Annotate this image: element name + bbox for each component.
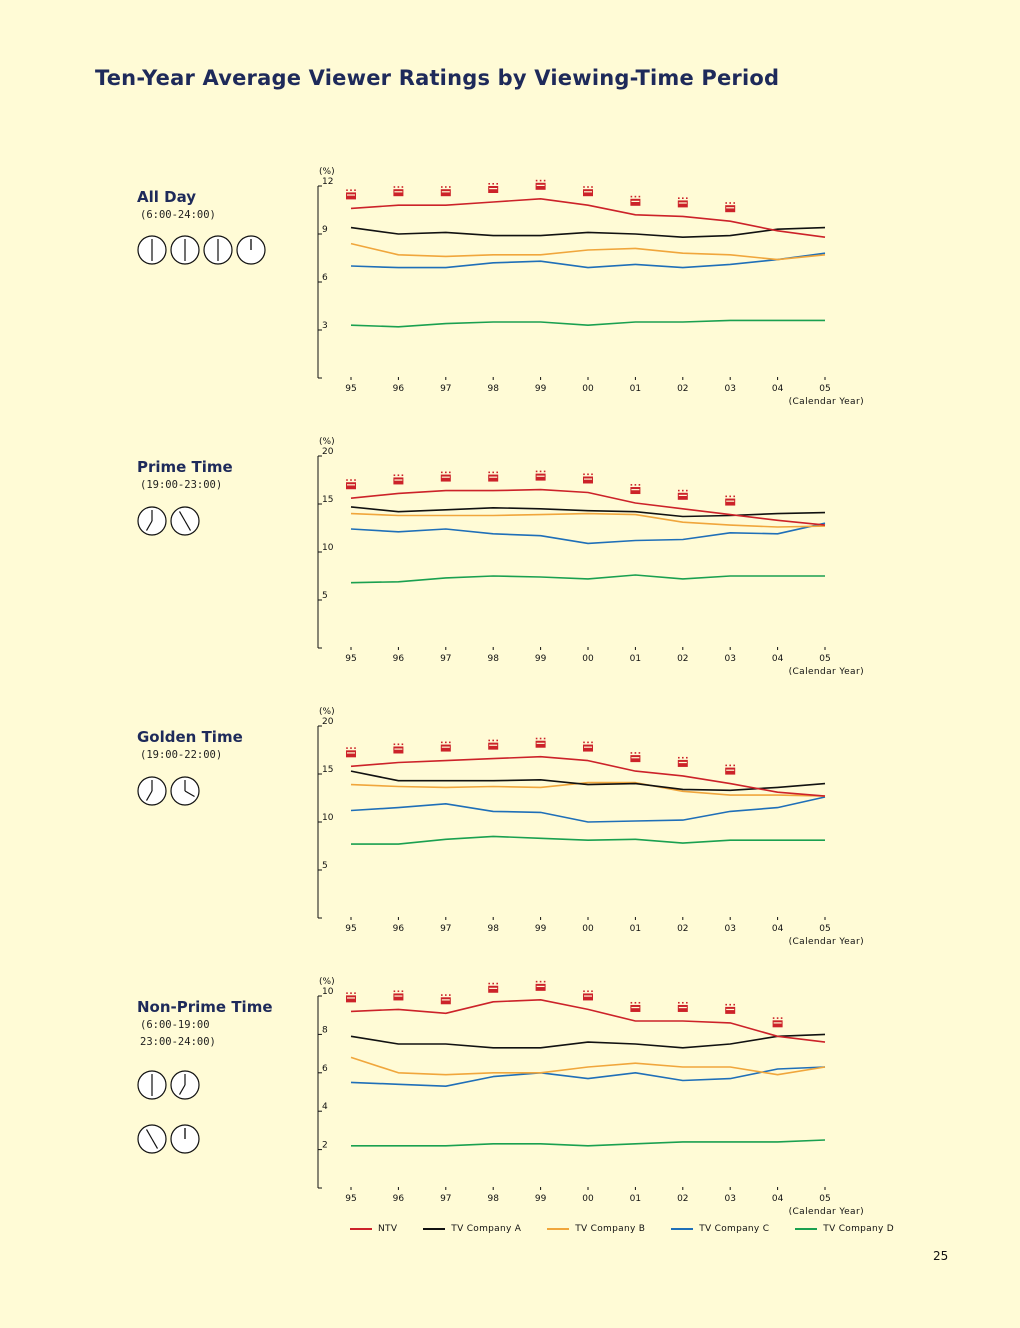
x-tick-label: 05 — [819, 654, 831, 664]
x-tick-label: 99 — [534, 1194, 547, 1204]
series-line-tv-company-b — [351, 514, 825, 527]
section-label-all-day: All Day — [137, 188, 197, 206]
crown-icon — [583, 990, 593, 1000]
y-tick-label: 10 — [322, 987, 334, 997]
series-line-tv-company-d — [351, 575, 825, 583]
crown-icon — [536, 981, 546, 991]
section-hours-prime-time: (19:00-23:00) — [140, 479, 223, 491]
x-axis-note: (Calendar Year) — [788, 397, 864, 407]
y-tick-label: 12 — [322, 177, 334, 187]
y-tick-label: 4 — [322, 1102, 328, 1113]
x-tick-label: 96 — [392, 384, 405, 394]
crown-icon — [393, 743, 403, 753]
x-tick-label: 01 — [629, 654, 642, 664]
series-line-ntv — [351, 199, 825, 237]
crown-icon — [630, 1002, 640, 1012]
x-tick-label: 02 — [677, 654, 689, 664]
y-tick-label: 5 — [322, 591, 328, 601]
chart-non-prime-time — [318, 977, 864, 1217]
x-tick-label: 01 — [629, 384, 642, 394]
legend-swatch-ntv — [350, 1228, 372, 1230]
x-tick-label: 97 — [440, 1194, 452, 1204]
crown-icon — [678, 197, 688, 207]
legend — [350, 1224, 894, 1234]
crown-icon — [488, 472, 498, 482]
section-label-non-prime-time: Non-Prime Time — [137, 998, 273, 1016]
legend-item-c — [671, 1224, 769, 1234]
x-tick-label: 02 — [677, 924, 689, 934]
crown-icon — [346, 479, 356, 489]
x-tick-label: 05 — [819, 384, 831, 394]
x-tick-label: 03 — [724, 1194, 736, 1204]
crown-icon — [583, 742, 593, 752]
x-tick-label: 95 — [345, 924, 357, 934]
legend-swatch-a — [423, 1228, 445, 1230]
y-tick-label: 6 — [322, 273, 328, 283]
series-line-ntv — [351, 757, 825, 796]
x-axis-note: (Calendar Year) — [788, 667, 864, 677]
y-unit-label: (%) — [319, 167, 335, 177]
y-unit-label: (%) — [319, 437, 335, 447]
x-tick-label: 04 — [771, 654, 784, 664]
x-tick-label: 95 — [345, 384, 357, 394]
series-line-tv-company-b — [351, 1057, 825, 1074]
x-tick-label: 01 — [629, 924, 642, 934]
x-tick-label: 97 — [440, 654, 452, 664]
y-unit-label: (%) — [319, 977, 335, 987]
legend-label-d: TV Company D — [823, 1224, 895, 1234]
x-tick-label: 97 — [440, 384, 452, 394]
page-number: 25 — [933, 1249, 949, 1263]
x-tick-label: 98 — [487, 1194, 499, 1204]
crown-icon — [441, 186, 451, 196]
y-tick-label: 5 — [322, 861, 328, 871]
series-line-tv-company-d — [351, 1140, 825, 1146]
y-tick-label: 6 — [322, 1063, 328, 1074]
crown-icon — [536, 471, 546, 481]
crown-icon — [346, 992, 356, 1002]
crown-icon — [678, 757, 688, 767]
legend-label-ntv: NTV — [378, 1224, 398, 1234]
section-hours-non-prime-time: (6:00-19:00 23:00-24:00) — [140, 1019, 216, 1048]
legend-label-b: TV Company B — [575, 1224, 646, 1234]
y-tick-label: 15 — [322, 765, 334, 775]
x-tick-label: 98 — [487, 924, 499, 934]
chart-all-day — [318, 167, 864, 407]
crown-icon — [630, 752, 640, 762]
x-tick-label: 99 — [534, 384, 547, 394]
crown-icon — [536, 738, 546, 748]
x-tick-label: 99 — [534, 654, 547, 664]
crown-icon — [393, 186, 403, 196]
crown-icon — [441, 742, 451, 752]
x-axis-note: (Calendar Year) — [788, 1207, 864, 1217]
y-tick-label: 20 — [322, 447, 334, 457]
legend-swatch-d — [795, 1228, 817, 1230]
crown-icon — [725, 496, 735, 506]
y-tick-label: 10 — [322, 813, 334, 823]
crown-icon — [725, 202, 735, 212]
series-line-tv-company-b — [351, 244, 825, 260]
crown-icon — [393, 474, 403, 484]
legend-label-a: TV Company A — [451, 1224, 522, 1234]
chart-prime-time — [318, 437, 864, 677]
crown-icon — [441, 472, 451, 482]
x-tick-label: 03 — [724, 924, 736, 934]
legend-swatch-c — [671, 1228, 693, 1230]
x-tick-label: 04 — [771, 384, 784, 394]
crown-icon — [583, 473, 593, 483]
legend-item-d — [795, 1224, 894, 1234]
y-tick-label: 10 — [322, 543, 334, 553]
crown-icon — [725, 1004, 735, 1014]
x-tick-label: 01 — [629, 1194, 642, 1204]
y-tick-label: 15 — [322, 495, 334, 505]
series-line-tv-company-c — [351, 797, 825, 822]
x-tick-label: 02 — [677, 1194, 689, 1204]
x-tick-label: 95 — [345, 1194, 357, 1204]
section-hours-golden-time: (19:00-22:00) — [140, 749, 223, 761]
crown-icon — [346, 189, 356, 199]
y-tick-label: 3 — [322, 321, 328, 331]
section-label-prime-time: Prime Time — [137, 458, 233, 476]
section-hours-all-day: (6:00-24:00) — [140, 209, 216, 221]
crown-icon — [583, 186, 593, 196]
legend-item-a — [423, 1224, 521, 1234]
y-tick-label: 20 — [322, 717, 334, 727]
chart-golden-time — [318, 707, 864, 947]
crown-icon — [346, 747, 356, 757]
x-tick-label: 96 — [392, 1194, 405, 1204]
series-line-ntv — [351, 1000, 825, 1042]
x-tick-label: 96 — [392, 924, 405, 934]
x-tick-label: 02 — [677, 384, 689, 394]
x-tick-label: 98 — [487, 654, 499, 664]
crown-icon — [488, 740, 498, 750]
x-axis-note: (Calendar Year) — [788, 937, 864, 947]
crown-icon — [630, 484, 640, 494]
y-unit-label: (%) — [319, 707, 335, 717]
series-line-tv-company-a — [351, 228, 825, 238]
x-tick-label: 05 — [819, 924, 831, 934]
y-tick-label: 8 — [322, 1025, 328, 1036]
crown-icon — [441, 994, 451, 1004]
x-tick-label: 00 — [582, 384, 594, 394]
section-label-golden-time: Golden Time — [137, 728, 243, 746]
x-tick-label: 00 — [582, 924, 594, 934]
crown-icon — [630, 196, 640, 206]
crown-icon — [488, 183, 498, 193]
crown-icon — [773, 1017, 783, 1027]
x-tick-label: 99 — [534, 924, 547, 934]
crown-icon — [393, 990, 403, 1000]
series-line-tv-company-d — [351, 320, 825, 326]
crown-icon — [678, 1002, 688, 1012]
series-line-tv-company-d — [351, 836, 825, 844]
legend-item-ntv — [350, 1224, 397, 1234]
x-tick-label: 03 — [724, 654, 736, 664]
legend-item-b — [547, 1224, 645, 1234]
x-tick-label: 97 — [440, 924, 452, 934]
series-line-tv-company-c — [351, 1067, 825, 1086]
crown-icon — [488, 983, 498, 993]
legend-label-c: TV Company C — [699, 1224, 770, 1234]
x-tick-label: 04 — [771, 1194, 784, 1204]
x-tick-label: 96 — [392, 654, 405, 664]
series-line-ntv — [351, 490, 825, 525]
x-tick-label: 98 — [487, 384, 499, 394]
crown-icon — [678, 490, 688, 500]
x-tick-label: 03 — [724, 384, 736, 394]
y-tick-label: 2 — [322, 1140, 328, 1151]
page-title: Ten-Year Average Viewer Ratings by Viewing-Time Period — [95, 66, 780, 90]
x-tick-label: 04 — [771, 924, 784, 934]
crown-icon — [725, 765, 735, 775]
x-tick-label: 95 — [345, 654, 357, 664]
x-tick-label: 00 — [582, 1194, 594, 1204]
x-tick-label: 05 — [819, 1194, 831, 1204]
crown-icon — [536, 180, 546, 190]
y-tick-label: 9 — [322, 225, 328, 235]
series-line-tv-company-a — [351, 1034, 825, 1047]
legend-swatch-b — [547, 1228, 569, 1230]
x-tick-label: 00 — [582, 654, 594, 664]
